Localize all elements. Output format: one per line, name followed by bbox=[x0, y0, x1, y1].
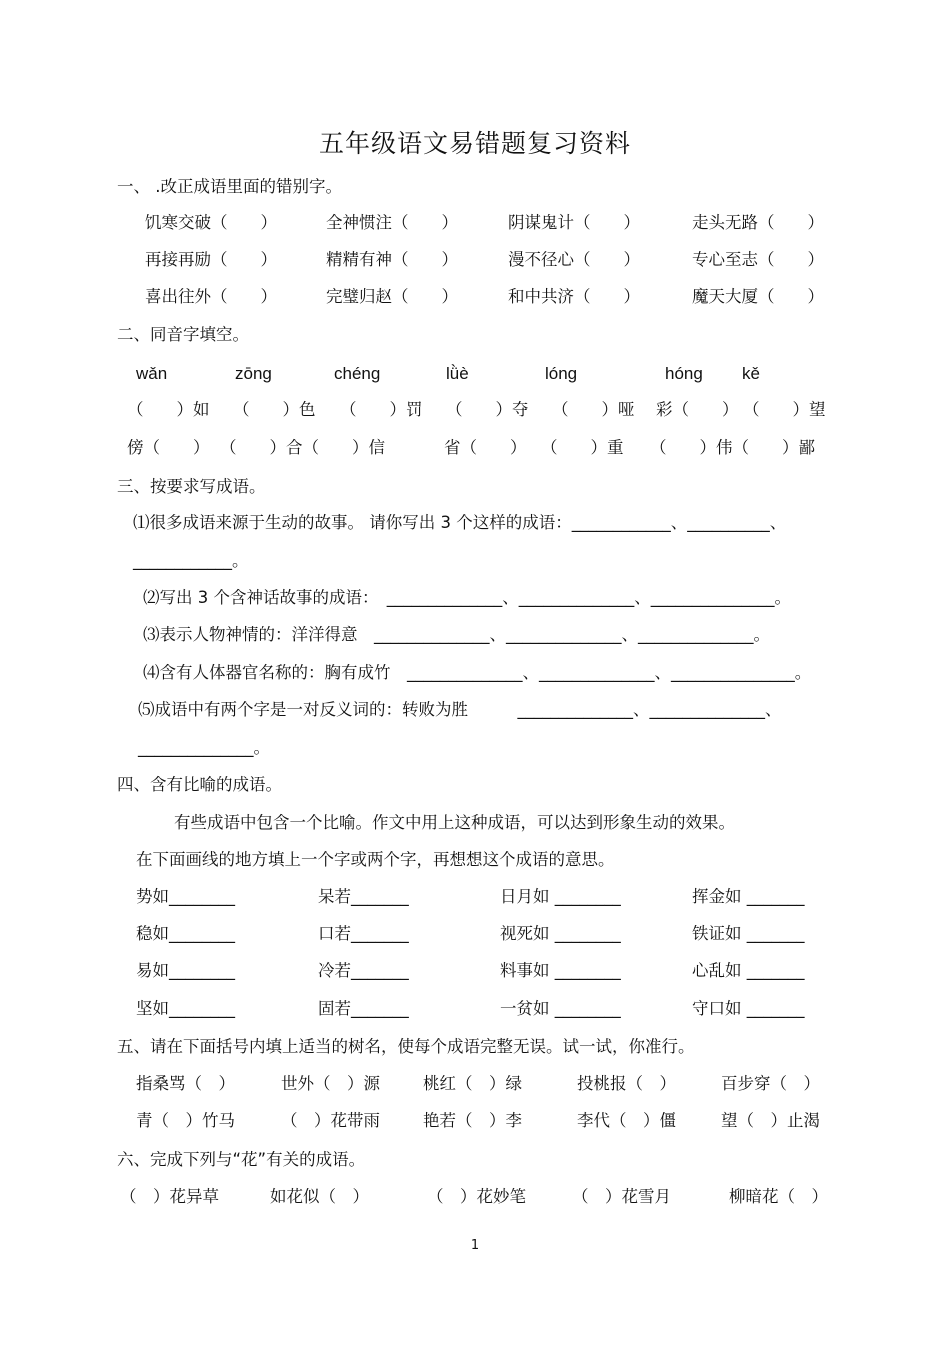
s6-item: （ ）花妙笔 bbox=[427, 1187, 526, 1206]
s1-item: 专心至志（ ） bbox=[692, 250, 824, 269]
s4-item: 坚如________ bbox=[136, 999, 235, 1018]
s2-item: （ ）望 bbox=[743, 400, 826, 419]
s3-question-2: ⑵写出 3 个含神话故事的成语： ______________、______________、_______________。 bbox=[143, 588, 791, 607]
s6-item: 柳暗花（ ） bbox=[729, 1187, 828, 1206]
s5-item: 投桃报（ ） bbox=[577, 1074, 676, 1093]
s4-intro: 在下面画线的地方填上一个字或两个字，再想想这个成语的意思。 bbox=[136, 850, 615, 869]
section-2-heading: 二、同音字填空。 bbox=[117, 325, 249, 344]
s4-item: 呆若_______ bbox=[318, 887, 409, 906]
s5-item: 艳若（ ）李 bbox=[423, 1111, 522, 1130]
s4-item: 一贫如 ________ bbox=[500, 999, 621, 1018]
s4-item: 固若_______ bbox=[318, 999, 409, 1018]
s4-item: 易如________ bbox=[136, 961, 235, 980]
s6-item: （ ）花雪月 bbox=[572, 1187, 671, 1206]
s4-item: 稳如________ bbox=[136, 924, 235, 943]
s4-item: 心乱如 _______ bbox=[692, 961, 805, 980]
s4-item: 料事如 ________ bbox=[500, 961, 621, 980]
s2-item: 省（ ） bbox=[444, 438, 527, 457]
s6-item: 如花似（ ） bbox=[270, 1187, 369, 1206]
s1-item: 饥寒交破（ ） bbox=[145, 213, 277, 232]
page-number: 1 bbox=[470, 1238, 480, 1253]
s1-item: 再接再励（ ） bbox=[145, 250, 277, 269]
s2-item: 彩（ ） bbox=[656, 400, 739, 419]
s5-item: 桃红（ ）绿 bbox=[423, 1074, 522, 1093]
s5-item: 望（ ）止渴 bbox=[721, 1111, 820, 1130]
s2-item: （ ）合（ ）信 bbox=[220, 438, 385, 457]
s3-question-3: ⑶表示人物神情的：洋洋得意 ______________、______________、______________。 bbox=[143, 625, 770, 644]
s1-item: 和中共济（ ） bbox=[508, 287, 640, 306]
s5-item: 百步穿（ ） bbox=[721, 1074, 820, 1093]
s2-item: （ ）夺 bbox=[446, 400, 529, 419]
s4-item: 挥金如 _______ bbox=[692, 887, 805, 906]
pinyin: zōng bbox=[235, 364, 272, 383]
section-1-heading: 一、 .改正成语里面的错别字。 bbox=[117, 177, 342, 196]
s1-item: 阴谋鬼计（ ） bbox=[508, 213, 640, 232]
s1-item: 精精有神（ ） bbox=[326, 250, 458, 269]
s4-intro: 有些成语中包含一个比喻。作文中用上这种成语，可以达到形象生动的效果。 bbox=[174, 813, 735, 832]
section-4-heading: 四、含有比喻的成语。 bbox=[117, 775, 282, 794]
s5-item: （ ）花带雨 bbox=[281, 1111, 380, 1130]
s3-question-1: ⑴很多成语来源于生动的故事。 请你写出 3 个这样的成语：____________、__________、 bbox=[133, 513, 787, 532]
s3-question-5: ⑸成语中有两个字是一对反义词的：转败为胜 ______________、______________、 bbox=[138, 700, 782, 719]
s4-item: 铁证如 _______ bbox=[692, 924, 805, 943]
s2-item: （ ）伟（ ）鄙 bbox=[650, 438, 815, 457]
s2-item: （ ）重 bbox=[541, 438, 624, 457]
s4-item: 日月如 ________ bbox=[500, 887, 621, 906]
s4-item: 势如________ bbox=[136, 887, 235, 906]
s2-item: （ ）罚 bbox=[340, 400, 423, 419]
pinyin: hóng bbox=[665, 364, 703, 383]
s1-item: 喜出往外（ ） bbox=[145, 287, 277, 306]
s4-item: 口若_______ bbox=[318, 924, 409, 943]
s3-question-1-cont: ____________。 bbox=[133, 551, 249, 570]
s5-item: 李代（ ）僵 bbox=[577, 1111, 676, 1130]
s2-item: （ ）色 bbox=[233, 400, 316, 419]
s1-item: 漫不径心（ ） bbox=[508, 250, 640, 269]
s4-item: 冷若_______ bbox=[318, 961, 409, 980]
s2-item: （ ）如 bbox=[127, 400, 210, 419]
pinyin: lóng bbox=[545, 364, 578, 383]
section-5-heading: 五、请在下面括号内填上适当的树名，使每个成语完整无误。试一试，你准行。 bbox=[117, 1037, 695, 1056]
s5-item: 世外（ ）源 bbox=[281, 1074, 380, 1093]
s4-item: 视死如 ________ bbox=[500, 924, 621, 943]
pinyin: lǜè bbox=[446, 364, 469, 383]
s1-item: 全神惯注（ ） bbox=[326, 213, 458, 232]
s4-item: 守口如 _______ bbox=[692, 999, 805, 1018]
pinyin: chéng bbox=[334, 364, 381, 383]
section-3-heading: 三、按要求写成语。 bbox=[117, 477, 266, 496]
pinyin: wǎn bbox=[136, 364, 168, 383]
s1-item: 走头无路（ ） bbox=[692, 213, 824, 232]
s5-item: 指桑骂（ ） bbox=[136, 1074, 235, 1093]
s6-item: （ ）花异草 bbox=[120, 1187, 219, 1206]
pinyin: kě bbox=[742, 364, 760, 383]
s3-question-5-cont: ______________。 bbox=[138, 738, 270, 757]
s2-item: 傍（ ） bbox=[127, 438, 210, 457]
s2-item: （ ）哑 bbox=[552, 400, 635, 419]
s1-item: 完璧归赵（ ） bbox=[326, 287, 458, 306]
section-6-heading: 六、完成下列与“花”有关的成语。 bbox=[117, 1150, 366, 1169]
page-title: 五年级语文易错题复习资料 bbox=[318, 129, 631, 158]
s1-item: 魔天大厦（ ） bbox=[692, 287, 824, 306]
s3-question-4: ⑷含有人体器官名称的：胸有成竹 ______________、______________、_______________。 bbox=[143, 663, 812, 682]
s5-item: 青（ ）竹马 bbox=[136, 1111, 235, 1130]
